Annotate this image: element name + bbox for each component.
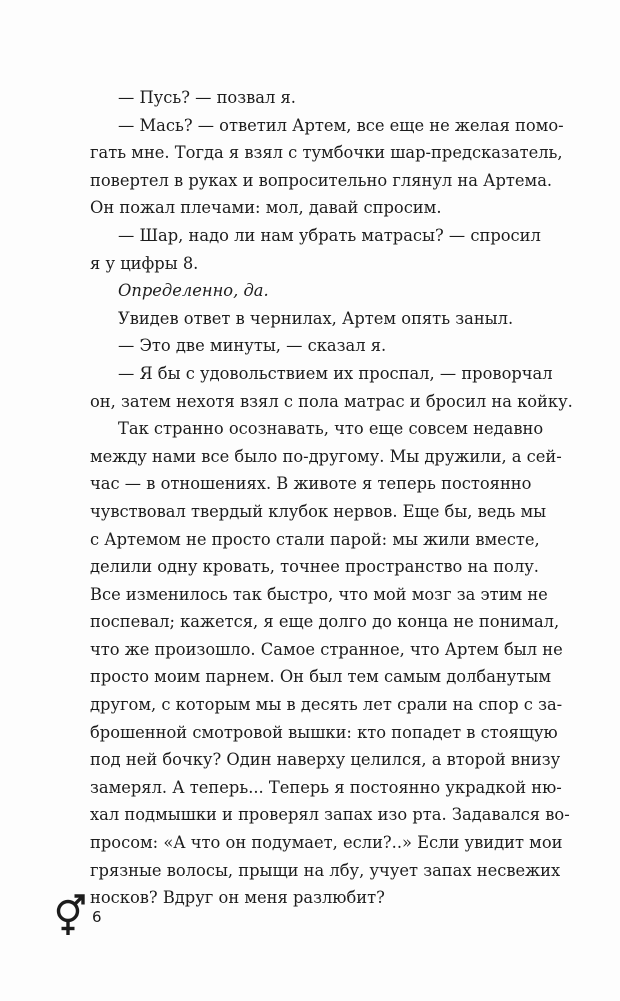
text-line: под ней бочку? Один наверху целился, а второй внизу: [90, 750, 561, 770]
text-line: брошенной смотровой вышки: кто попадет в стоящую: [90, 722, 558, 742]
text-line: повертел в руках и вопросительно глянул на Артема.: [90, 170, 553, 190]
male-female-symbol-icon: [52, 892, 86, 938]
text-line: Так странно осознавать, что еще совсем недавно: [118, 419, 544, 439]
body-text: [90, 84, 573, 912]
text-line: хал подмышки и проверял запах изо рта. Задавался во-: [90, 805, 570, 825]
text-line: просом: «А что он подумает, если?..» Если увидит мои: [90, 833, 563, 853]
text-line: между нами все было по-другому. Мы дружили, а сей-: [90, 446, 562, 466]
text-line: поспевал; кажется, я еще долго до конца не понимал,: [90, 612, 560, 632]
text-line: что же произошло. Самое странное, что Артем был не: [90, 639, 563, 659]
page-footer: [52, 892, 102, 938]
text-line: Все изменилось так быстро, что мой мозг за этим не: [90, 584, 548, 604]
text-line: — Шар, надо ли нам убрать матрасы? — спросил: [118, 225, 541, 245]
text-line: носков? Вдруг он меня разлюбит?: [90, 888, 385, 908]
text-line: другом, с которым мы в десять лет срали на спор с за-: [90, 695, 563, 715]
text-line: он, затем нехотя взял с пола матрас и бросил на койку.: [90, 391, 573, 411]
text-line: — Это две минуты, — сказал я.: [118, 336, 387, 356]
text-line: делили одну кровать, точнее пространство на полу.: [90, 557, 539, 577]
text-line: час — в отношениях. В животе я теперь постоянно: [90, 474, 532, 494]
text-line: — Пусь? — позвал я.: [118, 88, 296, 107]
text-line: Увидев ответ в чернилах, Артем опять заныл.: [118, 308, 514, 328]
text-line: гать мне. Тогда я взял с тумбочки шар-предсказатель,: [90, 143, 563, 163]
text-line: — Я бы с удовольствием их проспал, — проворчал: [118, 363, 553, 383]
text-line: грязные волосы, прыщи на лбу, учует запах несвежих: [90, 860, 561, 880]
text-line: Он пожал плечами: мол, давай спросим.: [90, 198, 442, 218]
text-line: — Мась? — ответил Артем, все еще не желая помо-: [118, 115, 564, 135]
page-number: 6: [92, 908, 102, 926]
text-line: просто моим парнем. Он был тем самым долбанутым: [90, 667, 551, 687]
text-line: Определенно, да.: [118, 281, 269, 301]
text-line: я у цифры 8.: [90, 253, 199, 273]
text-line: чувствовал твердый клубок нервов. Еще бы, ведь мы: [90, 501, 547, 521]
text-line: с Артемом не просто стали парой: мы жили вместе,: [90, 529, 540, 549]
text-line: замерял. А теперь... Теперь я постоянно украдкой ню-: [90, 777, 562, 797]
